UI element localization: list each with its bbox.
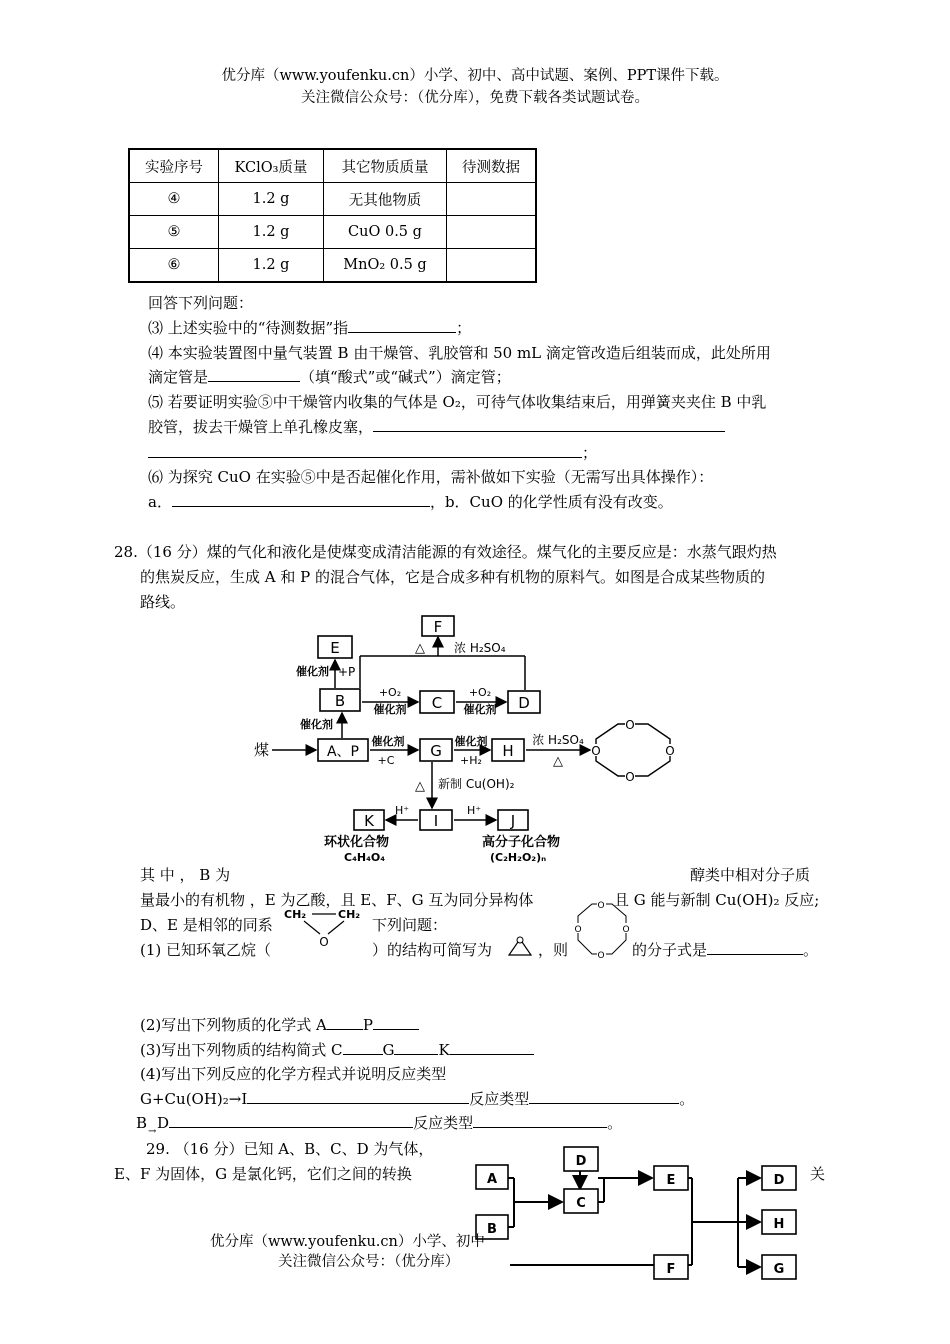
label-catalyst: 催化剂 [296,665,329,678]
q27-part4-line2 [148,366,511,387]
label-cuoh2: 新制 Cu(OH)₂ [438,777,515,791]
q27-part3-text: ⑶ 上述实验中的“待测数据”指 [148,319,349,337]
q28-reaction-1 [140,1088,694,1109]
q28-statement-3b: 下列问题： [372,916,448,934]
table-cell: 1.2 g [219,183,324,216]
q28-sub1-b: ）的结构可简写为 [372,941,493,959]
ring-oxygen: O [597,951,605,960]
table-cell: ⑥ [129,249,219,283]
label-plus-o2: +O₂ [378,686,402,699]
ring-oxygen: O [625,770,635,784]
table-cell: 1.2 g [219,249,324,283]
answer-blank[interactable] [394,1054,438,1055]
reaction-2-d: D [157,1114,170,1132]
q27-part4-text-end: （填“酸式”或“碱式”）滴定管； [300,368,511,386]
table-header: KClO₃质量 [219,149,324,183]
table-header-row [129,149,536,183]
answer-blank[interactable] [208,381,300,382]
q27-part5-end: ； [582,444,598,462]
label-plus-h2: +H₂ [460,754,482,767]
ring-oxygen: O [591,744,601,758]
q28-statement-1b: 醇类中相对分子质 [690,866,811,884]
q27-part4-line1: ⑷ 本实验装置图中量气装置 B 由干燥管、乳胶管和 50 mL 滴定管改造后组装而成，此处所用 [148,344,771,362]
label-D: D [575,1154,587,1169]
answer-blank[interactable] [450,1054,534,1055]
table-cell: 无其他物质 [324,183,447,216]
label-coal: 煤 [254,741,270,759]
q28-sub1-d [632,939,818,960]
answer-blank[interactable] [169,1127,413,1128]
epoxide-short-form-icon [506,936,534,958]
label-I: I [433,812,439,830]
q28-sub1-end: 。 [803,941,819,959]
q27-part5-text: 胶管，拔去干燥管上单孔橡皮塞， [148,418,374,436]
label-E: E [330,639,340,657]
label-catalyst: 催化剂 [300,718,333,731]
q28-statement-1a: 其 中 ， B 为 [140,866,231,884]
ring-oxygen: O [574,925,582,935]
reaction-1-type: 反应类型 [469,1090,530,1108]
ring-oxygen: O [665,744,675,758]
table-row [129,183,536,216]
q28-sub3-k: K [438,1041,450,1059]
q27-intro: 回答下列问题： [148,294,254,312]
label-plus-p: +P [338,665,356,679]
label-catalyst: 催化剂 [463,703,497,716]
q28-text-line1: 28.（16 分）煤的气化和液化是使煤变成清洁能源的有效途径。煤气化的主要反应是：水蒸气跟灼热 [114,543,777,561]
reaction-2-type: 反应类型 [413,1114,474,1132]
q28-sub4: (4)写出下列反应的化学方程式并说明反应类型 [140,1065,447,1083]
q29-conversion-diagram [470,1145,800,1285]
q27-part5-line2 [148,416,725,437]
q28-sub1-c: ，则 [538,941,569,959]
q29-text-line1: 29. （16 分）已知 A、B、C、D 为气体， [146,1140,434,1158]
epoxide-oxygen: O [319,935,329,948]
label-C: C [576,1196,586,1211]
table-cell: ⑤ [129,216,219,249]
answer-blank[interactable] [148,441,582,458]
ring-outline [578,904,626,954]
q27-part6-a: a． [148,493,172,511]
label-D-product: D [773,1173,785,1188]
q28-sub3 [140,1039,534,1060]
answer-blank[interactable] [327,1029,363,1030]
header-line-1: 优分库（www.youfenku.cn）小学、初中、高中试题、案例、PPT课件下载。 [221,68,729,84]
table-cell: CuO 0.5 g [324,216,447,249]
label-E: E [666,1173,676,1188]
ring-oxygen: O [622,925,630,935]
label-conc-h2so4: 浓 H₂SO₄ [454,641,506,655]
label-C: C [431,694,443,712]
table-row [129,216,536,249]
ethylene-oxide-structure [282,904,368,948]
label-delta: △ [415,641,425,656]
header-line-2: 关注微信公众号：（优分库），免费下载各类试题试卷。 [301,90,649,106]
q27-part5-line1: ⑸ 若要证明实验⑤中干燥管内收集的气体是 O₂，可待气体收集结束后，用弹簧夹夹住 B 中乳 [148,393,767,411]
q28-sub3-g: G [382,1041,395,1059]
reaction-2-b: B [136,1114,148,1132]
answer-blank[interactable] [348,332,456,333]
reaction-1-equation: G+Cu(OH)₂→I [140,1090,248,1108]
q28-statement-2b: 且 G 能与新制 Cu(OH)₂ 反应; [614,891,820,909]
q28-sub3-text: (3)写出下列物质的结构简式 C [140,1041,343,1059]
table-cell: ④ [129,183,219,216]
label-polymer-formula: (C₂H₂O₂)ₙ [490,851,547,864]
table-header: 实验序号 [129,149,219,183]
answer-blank[interactable] [373,431,725,432]
footer-line-2: 关注微信公众号：（优分库） [278,1254,460,1270]
label-h-plus: H⁺ [394,804,410,817]
diagram-lines [508,1170,760,1267]
q28-statement-2a: 量最小的有机物 ，E 为乙酸，且 E、F、G 互为同分异构体 [140,891,534,909]
label-A: A [486,1172,498,1187]
label-cyclic-compound: 环状化合物 [324,835,390,850]
label-cyclic-formula: C₄H₄O₄ [344,851,386,864]
q28-text-line3: 路线。 [140,593,186,611]
label-G: G [430,742,442,760]
answer-blank[interactable] [247,1103,469,1104]
answer-blank[interactable] [473,1127,607,1128]
cyclic-ester-small-structure [572,898,632,960]
label-AP: A、P [326,744,360,760]
label-ch2: CH₂ [284,908,307,921]
ring-oxygen: O [625,718,635,732]
label-delta: △ [553,754,563,769]
q27-part4-text: 滴定管是 [148,368,209,386]
oxygen-dot [517,937,523,943]
table-header: 待测数据 [447,149,537,183]
q28-sub1-a: (1) 已知环氧乙烷（ [140,941,272,959]
footer-line-1: 优分库（www.youfenku.cn）小学、初中 [210,1234,485,1250]
q27-part6-line2 [148,491,673,512]
experiment-table [128,148,537,283]
q28-text-line2: 的焦炭反应，生成 A 和 P 的混合气体，它是合成多种有机物的原料气。如图是合成某些物质的 [140,568,766,586]
label-B: B [487,1222,497,1237]
label-conc-h2so4: 浓 H₂SO₄ [532,733,584,747]
q29-text-line2-end: 关 [810,1165,826,1183]
q28-sub1-d-text: 的分子式是 [632,941,708,959]
q29-text-line2: E、F 为固体，G 是氯化钙，它们之间的转换 [114,1165,412,1183]
label-h-plus: H⁺ [466,804,482,817]
q28-sub2-text: (2)写出下列物质的化学式 A [140,1016,327,1034]
q28-statement-3a: D、E 是相邻的同系 [140,916,273,934]
label-H: H [773,1217,785,1232]
bond-line [328,921,344,934]
answer-blank[interactable] [343,1054,383,1055]
label-B: B [334,692,346,710]
label-D: D [518,694,530,712]
label-plus-c: +C [377,754,395,767]
label-delta: △ [415,779,425,794]
bond-line [304,921,320,934]
label-F: F [433,618,443,636]
q27-part6-line1: ⑹ 为探究 CuO 在实验⑤中是否起催化作用，需补做如下实验（无需写出具体操作）： [148,468,714,486]
label-H: H [502,742,514,760]
q27-part5-line3 [148,441,597,463]
label-catalyst: 催化剂 [371,735,405,748]
table-cell [447,216,537,249]
q27-part3 [148,317,471,338]
label-plus-o2: +O₂ [468,686,492,699]
table-cell: 1.2 g [219,216,324,249]
q27-part3-end: ； [456,319,472,337]
label-catalyst: 催化剂 [373,703,407,716]
answer-blank[interactable] [172,506,430,507]
table-header: 其它物质质量 [324,149,447,183]
answer-blank[interactable] [529,1103,679,1104]
label-J: J [510,812,516,830]
ring-oxygen: O [597,901,605,911]
table-cell [447,183,537,216]
label-polymer: 高分子化合物 [482,835,561,850]
label-G: G [773,1262,785,1277]
q28-reaction-2: B → D 反应类型 。 [136,1114,623,1137]
synthesis-route-diagram [250,612,690,867]
answer-blank[interactable] [373,1029,419,1030]
q28-sub2 [140,1014,419,1035]
reaction-2-end: 。 [607,1114,623,1132]
reaction-1-end: 。 [679,1090,695,1108]
label-ch2: CH₂ [338,908,361,921]
label-K: K [364,812,374,830]
answer-blank[interactable] [707,954,803,955]
table-row [129,249,536,283]
label-catalyst: 催化剂 [454,735,488,748]
q28-sub2-p: P [362,1016,373,1034]
q27-part6-b: ，b．CuO 的化学性质有没有改变。 [429,493,673,511]
table-cell [447,249,537,283]
label-F: F [666,1262,676,1277]
table-cell: MnO₂ 0.5 g [324,249,447,283]
